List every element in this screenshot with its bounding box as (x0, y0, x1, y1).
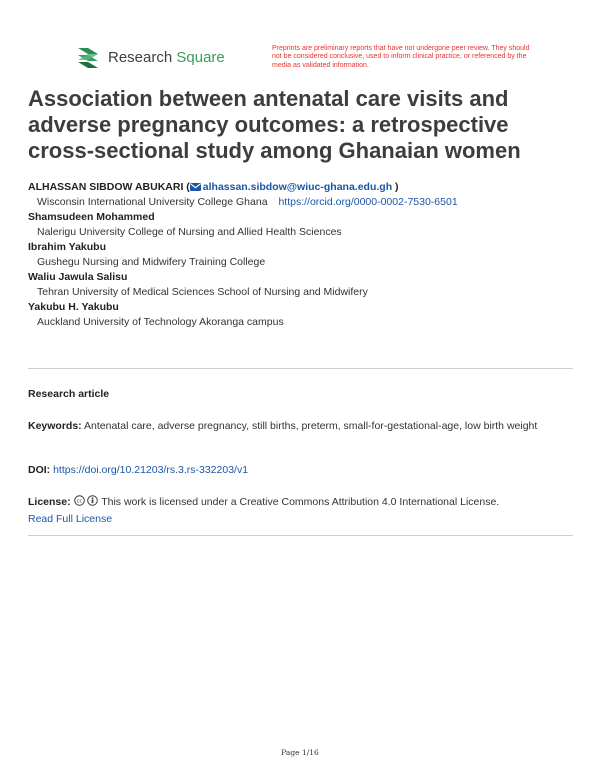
author-affiliation-text: Wisconsin International University College Ghana (37, 196, 268, 208)
logo-word-square: Square (176, 48, 225, 66)
author-name: Shamsudeen Mohammed (28, 211, 155, 223)
read-full-license-link[interactable]: Read Full License (28, 513, 113, 525)
logo-wordmark (108, 49, 225, 66)
author-email-link[interactable]: alhassan.sibdow@wiuc-ghana.edu.gh (202, 181, 393, 193)
doi-link[interactable]: https://doi.org/10.21203/rs.3.rs-332203/v1 (53, 464, 249, 476)
keywords-label: Keywords: (28, 420, 82, 432)
license-label: License: (28, 496, 71, 508)
author-name: Ibrahim Yakubu (28, 241, 106, 253)
article-type: Research article (28, 388, 110, 400)
preprint-disclaimer: Preprints are preliminary reports that have not undergone peer review. They should not be considered conclusive, used to inform clinical practice, or referenced by the media as validated information. (272, 45, 530, 69)
divider-top (28, 368, 573, 369)
research-square-logo[interactable] (74, 46, 225, 68)
research-square-mark-icon (74, 46, 102, 68)
author-affiliation: Nalerigu University College of Nursing and Allied Health Sciences (37, 226, 342, 238)
creative-commons-icon (74, 495, 85, 506)
page-number: Page 1/16 (281, 748, 319, 757)
divider-bottom (28, 535, 573, 536)
mail-icon (190, 183, 201, 191)
author-name-text: ALHASSAN SIBDOW ABUKARI (28, 181, 184, 193)
author-name: Waliu Jawula Salisu (28, 271, 128, 283)
author-affiliation: Gushegu Nursing and Midwifery Training College (37, 256, 266, 268)
author-name: Yakubu H. Yakubu (28, 301, 119, 313)
logo-word-research: Research (108, 48, 173, 66)
author-affiliation: Tehran University of Medical Sciences School of Nursing and Midwifery (37, 286, 368, 298)
attribution-icon (87, 495, 98, 506)
author-name: ALHASSAN SIBDOW ABUKARI ( alhassan.sibdow@wiuc-ghana.edu.gh ) (28, 181, 399, 193)
author-affiliation (28, 194, 573, 211)
paper-title: Association between antenatal care visits and adverse pregnancy outcomes: a retrospective cross-sectional study among Ghanaian women (28, 86, 521, 163)
license (28, 494, 568, 528)
license-text: This work is licensed under a Creative Commons Attribution 4.0 International License. (101, 496, 500, 508)
keywords (28, 418, 568, 434)
doi-label: DOI: (28, 464, 51, 476)
orcid-link[interactable]: https://orcid.org/0000-0002-7530-6501 (278, 196, 458, 208)
author-list (28, 181, 573, 331)
keywords-text: Antenatal care, adverse pregnancy, still births, preterm, small-for-gestational-age, low birth weight (84, 420, 538, 432)
svg-text:cc: cc (76, 498, 82, 505)
author-affiliation: Auckland University of Technology Akoranga campus (37, 316, 284, 328)
doi (28, 464, 248, 476)
